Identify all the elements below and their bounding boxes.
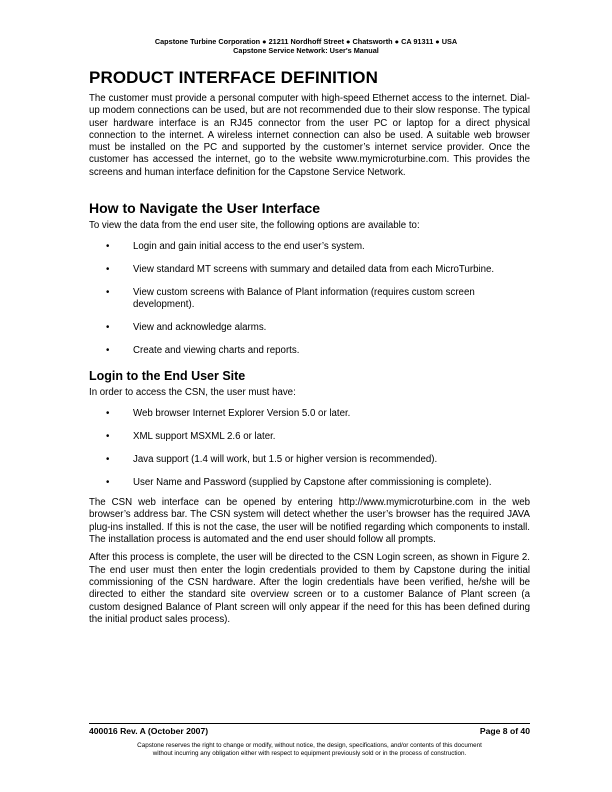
list-item: • Web browser Internet Explorer Version 5.0 or later. bbox=[106, 408, 351, 420]
page-title: PRODUCT INTERFACE DEFINITION bbox=[89, 68, 378, 87]
login-requirements-list bbox=[89, 408, 530, 489]
page-footer bbox=[89, 726, 530, 736]
list-item: • View and acknowledge alarms. bbox=[106, 322, 267, 334]
header-company-address: Capstone Turbine Corporation ● 21211 Nordhoff Street ● Chatsworth ● CA 91311 ● USA bbox=[154, 37, 458, 46]
list-item: • Create and viewing charts and reports. bbox=[106, 344, 300, 356]
bullet-icon: • bbox=[106, 241, 110, 253]
login-process-paragraph: After this process is complete, the user will be directed to the CSN Login screen, as shown in Figure 2. The end user must then enter the login credentials provided to them by Capstone during the initial commissioning of the CSN hardware. After the login credentials have been verified, he/she will be directed to either the standard site overview screen or to a customer Balance of Plant screen (a custom designed Balance of Plant screen will only appear if the need for this has been defined during the initial product sales process). bbox=[89, 552, 530, 625]
footer-divider bbox=[89, 723, 530, 724]
footer-disclaimer: Capstone reserves the right to change or modify, without notice, the design, specifications, and/or contents of this document without incurring any obligation either with respect to equipment previously sold or in the process of construction. bbox=[137, 742, 482, 757]
bullet-icon: • bbox=[106, 454, 110, 466]
bullet-icon: • bbox=[106, 431, 110, 443]
page-content bbox=[89, 68, 530, 632]
list-item: • Java support (1.4 will work, but 1.5 or higher version is recommended). bbox=[106, 454, 438, 466]
bullet-icon: • bbox=[106, 322, 110, 334]
list-item: • XML support MSXML 2.6 or later. bbox=[106, 431, 276, 443]
login-lead: In order to access the CSN, the user must have: bbox=[89, 387, 296, 399]
navigate-options-list bbox=[89, 241, 530, 357]
page-header bbox=[0, 37, 612, 55]
list-item: • User Name and Password (supplied by Capstone after commissioning is complete). bbox=[106, 476, 492, 488]
bullet-icon: • bbox=[106, 286, 110, 298]
list-item: • View standard MT screens with summary and detailed data from each MicroTurbine. bbox=[106, 264, 495, 276]
list-item: • Login and gain initial access to the end user’s system. bbox=[106, 241, 365, 253]
document-revision: 400016 Rev. A (October 2007) bbox=[89, 726, 209, 736]
web-interface-paragraph: The CSN web interface can be opened by entering http://www.mymicroturbine.com in the web browser’s address bar. The CSN system will detect whether the user’s browser has the required JAVA plug-ins installed. If this is not the case, the user will be notified regarding which components to install. The installation process is automated and the end user should follow all prompts. bbox=[89, 497, 530, 546]
page-number: Page 8 of 40 bbox=[479, 726, 530, 736]
header-manual-title: Capstone Service Network: User's Manual bbox=[233, 46, 379, 55]
list-item: • View custom screens with Balance of Plant information (requires custom screen development). bbox=[106, 286, 475, 311]
intro-paragraph: The customer must provide a personal computer with high-speed Ethernet access to the internet. Dial-up modem connections can be used, but are not recommended due to their slow response. The typical user hardware interface is an RJ45 connector from the user PC or laptop for a direct physical connection to the internet. A wireless internet connection can also be used. A suitable web browser must be installed on the PC and supported by the customer’s internet service provider. Once the customer has accessed the internet, go to the website www.mymicroturbine.com. This provides the screens and human interface definition for the Capstone Service Network. bbox=[89, 93, 530, 178]
navigate-lead: To view the data from the end user site, the following options are available to: bbox=[89, 220, 420, 232]
bullet-icon: • bbox=[106, 408, 110, 420]
login-heading: Login to the End User Site bbox=[89, 369, 246, 384]
bullet-icon: • bbox=[106, 264, 110, 276]
navigate-heading: How to Navigate the User Interface bbox=[89, 200, 321, 217]
bullet-icon: • bbox=[106, 476, 110, 488]
bullet-icon: • bbox=[106, 344, 110, 356]
